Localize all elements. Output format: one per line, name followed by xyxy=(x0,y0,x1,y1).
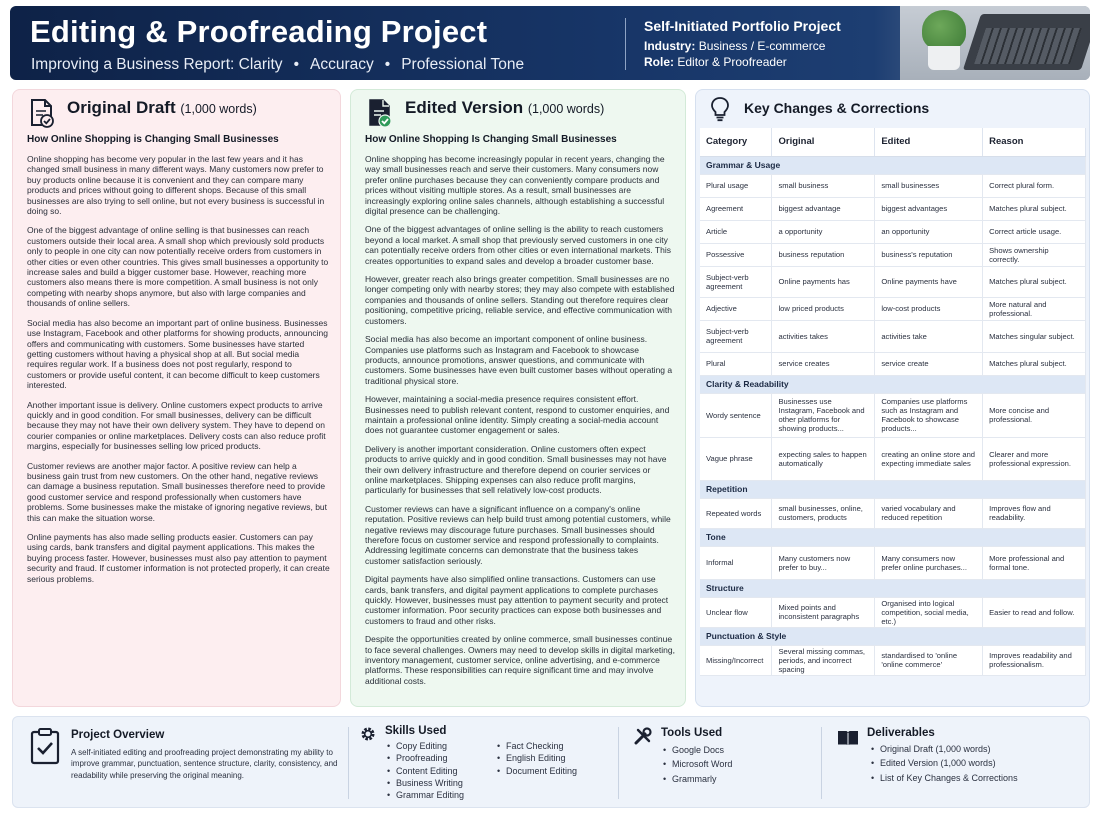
cell-original: expecting sales to happen automatically xyxy=(772,437,875,480)
paragraph: Social media has also become an important component of online business. Companies use platforms such as Instagram and Facebook to showcase products, announce promotions, answer questions, and communicate with customers. Some businesses have even built customer bases without operating a traditional physical store. xyxy=(365,334,673,386)
cell-original: Online payments has xyxy=(772,266,875,297)
cell-category: Plural usage xyxy=(700,174,772,197)
cell-edited: service create xyxy=(875,352,983,375)
table-row xyxy=(700,320,1086,352)
skills-title: Skills Used xyxy=(385,725,447,737)
original-draft-panel xyxy=(12,89,341,707)
table-row xyxy=(700,220,1086,243)
cell-reason: More natural and professional. xyxy=(983,297,1086,320)
list-item: • Edited Version (1,000 words) xyxy=(871,757,1018,769)
key-changes-title: Key Changes & Corrections xyxy=(744,100,930,116)
cell-edited: Many consumers now prefer online purchases... xyxy=(875,546,983,579)
cell-reason: Clearer and more professional expression. xyxy=(983,437,1086,480)
cell-reason: More concise and professional. xyxy=(983,393,1086,437)
cell-category: Article xyxy=(700,220,772,243)
cell-edited: small businesses xyxy=(875,174,983,197)
cell-original: activities takes xyxy=(772,320,875,352)
cell-original: Mixed points and inconsistent paragraphs xyxy=(772,597,875,627)
cell-reason: Matches plural subject. xyxy=(983,197,1086,220)
paragraph: Online payments has also made selling products easier. Customers can pay using cards, bank transfers and digital payment applications. This makes the buying process faster. However, businesses must also pay attention to payment security and fraud. If customer information is not protected properly, it can create serious problems. xyxy=(27,532,330,584)
section-label: Structure xyxy=(700,579,1086,597)
subtitle-item: Accuracy xyxy=(310,56,374,73)
cell-reason: Easier to read and follow. xyxy=(983,597,1086,627)
table-section-row xyxy=(700,156,1086,174)
column-header-original: Original xyxy=(772,128,875,156)
cell-edited: Organised into logical competition, social media, etc.) xyxy=(875,597,983,627)
table-row xyxy=(700,546,1086,579)
table-section-row xyxy=(700,627,1086,645)
cell-category: Plural xyxy=(700,352,772,375)
table-row xyxy=(700,174,1086,197)
original-title: Original Draft (1,000 words) xyxy=(67,98,257,117)
industry-value: Business / E-commerce xyxy=(698,39,826,53)
deliverables-title: Deliverables xyxy=(867,727,935,739)
table-row xyxy=(700,437,1086,480)
cell-edited: an opportunity xyxy=(875,220,983,243)
cell-edited: low-cost products xyxy=(875,297,983,320)
table-row xyxy=(700,498,1086,528)
tools-used xyxy=(631,717,821,809)
cell-reason: Matches singular subject. xyxy=(983,320,1086,352)
laptop-keyboard-image xyxy=(974,28,1082,64)
cell-edited: business's reputation xyxy=(875,243,983,266)
cell-edited: Online payments have xyxy=(875,266,983,297)
list-item: • Content Editing xyxy=(387,765,464,777)
table-row xyxy=(700,197,1086,220)
cell-original: small businesses, online, customers, products xyxy=(772,498,875,528)
section-label: Repetition xyxy=(700,480,1086,498)
tools-title: Tools Used xyxy=(661,727,723,739)
gear-icon xyxy=(359,725,377,743)
cell-original: Businesses use Instagram, Facebook and other platforms for showing products... xyxy=(772,393,875,437)
paragraph: Delivery is another important consideration. Online customers often expect products to arrive quickly and in good condition. Small businesses may not have their own delivery infrastructure and therefore depend on courier services or online marketplaces. Shipping expenses can also reduce profit margins, particularly for businesses that sell relatively low-cost products. xyxy=(365,443,667,496)
list-item: • Microsoft Word xyxy=(663,758,732,770)
pot-image xyxy=(928,46,960,70)
subtitle-lead: Improving a Business Report: xyxy=(31,56,235,73)
list-item: • Proofreading xyxy=(387,752,464,764)
cell-category: Wordy sentence xyxy=(700,393,772,437)
footer-divider xyxy=(348,727,349,799)
footer-divider xyxy=(618,727,619,799)
header-banner xyxy=(10,6,1090,80)
cell-reason: More professional and formal tone. xyxy=(983,546,1086,579)
section-label: Tone xyxy=(700,528,1086,546)
table-section-row xyxy=(700,528,1086,546)
cell-category: Missing/Incorrect xyxy=(700,645,772,675)
cell-original: business reputation xyxy=(772,243,875,266)
paragraph: One of the biggest advantages of online selling is the ability to reach customers beyond a local market. A small shop that previously served customers in one city can potentially receive orders from other cities or even international markets. This creates opportunities to expand sales and develop a broader customer base. xyxy=(365,224,671,266)
original-body xyxy=(27,154,330,593)
list-item: • Grammarly xyxy=(663,773,732,785)
project-type: Self-Initiated Portfolio Project xyxy=(644,18,841,34)
cell-category: Agreement xyxy=(700,197,772,220)
list-item: • Business Writing xyxy=(387,777,464,789)
table-row xyxy=(700,597,1086,627)
paragraph: Online shopping has become very popular in the last few years and it has changed small business in many different ways. Many customers now prefer to buy products online because it is convenient and they can compare many products and prices without going to different shops. Because of this small businesses are also trying to sell online, but not every business is successful in doing so. xyxy=(27,154,325,217)
table-row xyxy=(700,266,1086,297)
column-header-category: Category xyxy=(700,128,772,156)
cell-edited: standardised to 'online 'online commerce' xyxy=(875,645,983,675)
list-item: • List of Key Changes & Corrections xyxy=(871,772,1018,784)
tools-icon xyxy=(633,726,653,746)
paragraph: Social media has also become an important part of online business. Businesses use Instagram, Facebook and other platforms for showing products, announcing offers and communicating with customers. Some businesses have started getting customers without having a physical shop at all. But social media requires regular work. If a business does not post regularly, respond to customers or provide useful content, it can become difficult to keep customers interested. xyxy=(27,317,328,391)
edited-version-panel xyxy=(350,89,686,707)
header-divider xyxy=(625,18,626,70)
cell-original: service creates xyxy=(772,352,875,375)
footer xyxy=(12,716,1090,808)
cell-category: Adjective xyxy=(700,297,772,320)
section-label: Punctuation & Style xyxy=(700,627,1086,645)
paragraph: Another important issue is delivery. Online customers expect products to arrive quickly and in good condition. For small businesses, delivery can be difficult because they may not have their own delivery system. They have to depend on courier companies or online marketplaces. Delivery costs can also reduce profit margins, especially for businesses selling low priced products. xyxy=(27,399,326,452)
list-item: • Google Docs xyxy=(663,744,732,756)
skills-list-1 xyxy=(387,740,464,801)
table-row xyxy=(700,352,1086,375)
cell-reason: Shows ownership correctly. xyxy=(983,243,1086,266)
paragraph: Online shopping has become increasingly popular in recent years, changing the way small businesses reach and serve their customers. Many consumers now prefer online purchases because they can conveniently compare products and prices without visiting multiple stores. As a result, small businesses are increasingly exploring online sales channels, although establishing a successful digital presence can be challenging. xyxy=(365,154,665,217)
cell-edited: Companies use platforms such as Instagram and Facebook to showcase products... xyxy=(875,393,983,437)
section-label: Grammar & Usage xyxy=(700,156,1086,174)
cell-original: Several missing commas, periods, and incorrect spacing xyxy=(772,645,875,675)
list-item: • Grammar Editing xyxy=(387,789,464,801)
table-row xyxy=(700,645,1086,675)
role-label: Role: xyxy=(644,55,674,69)
cell-category: Subject-verb agreement xyxy=(700,320,772,352)
cell-edited: activities take xyxy=(875,320,983,352)
edited-title: Edited Version (1,000 words) xyxy=(405,98,605,117)
skills-used xyxy=(357,717,627,809)
table-section-row xyxy=(700,375,1086,393)
document-edit-icon xyxy=(367,98,393,128)
cell-category: Possessive xyxy=(700,243,772,266)
paragraph: However, greater reach also brings greater competition. Small businesses are no longer competing only with nearby stores; they may also compete with established companies and thousands of online sellers. Standing out therefore requires clear positioning, competitive pricing, reliable service, and effective communication with customers. xyxy=(365,274,675,326)
table-section-row xyxy=(700,480,1086,498)
cell-category: Repeated words xyxy=(700,498,772,528)
cell-reason: Matches plural subject. xyxy=(983,352,1086,375)
tools-list xyxy=(663,744,732,785)
book-icon xyxy=(837,729,859,747)
cell-edited: biggest advantages xyxy=(875,197,983,220)
industry-label: Industry: xyxy=(644,39,696,53)
edited-subhead: How Online Shopping Is Changing Small Businesses xyxy=(365,134,617,145)
paragraph: Customer reviews can have a significant influence on a company's online reputation. Positive reviews can help build trust among potential customers, while negative reviews may discourage future purchases. Small businesses should therefore focus on customer service and respond professionally to complaints. Addressing legitimate concerns can demonstrate that the business takes customer satisfaction seriously. xyxy=(365,503,671,566)
cell-original: small business xyxy=(772,174,875,197)
paragraph: However, maintaining a social-media presence requires consistent effort. Businesses need to publish relevant content, respond to customer enquiries, and maintain a professional online identity. Simply creating a social-media account does not guarantee customer engagement or sales. xyxy=(365,394,670,436)
cell-category: Informal xyxy=(700,546,772,579)
paragraph: Customer reviews are another major factor. A positive review can help a business gain trust from new customers. On the other hand, negative reviews can damage a business reputation. Small businesses therefore need to provide good customer service and respond professionally when customers have problems. Some businesses make the mistake of ignoring negative reviews, but this can make the situation worse. xyxy=(27,460,328,523)
deliverables-list xyxy=(871,743,1018,784)
table-row xyxy=(700,243,1086,266)
footer-divider xyxy=(821,727,822,799)
project-meta xyxy=(644,18,841,70)
changes-table xyxy=(700,128,1086,676)
cell-reason: Improves readability and professionalism. xyxy=(983,645,1086,675)
list-item: • Original Draft (1,000 words) xyxy=(871,743,1018,755)
column-header-reason: Reason xyxy=(983,128,1086,156)
cell-category: Subject-verb agreement xyxy=(700,266,772,297)
cell-reason: Correct article usage. xyxy=(983,220,1086,243)
plant-image xyxy=(922,10,966,50)
page-title: Editing & Proofreading Project xyxy=(30,14,488,49)
paragraph: Despite the opportunities created by online commerce, small businesses continue to face several challenges. Owners may need to develop skills in digital marketing, inventory management, customer service, online advertising, and e-commerce platforms. These responsibilities can require significant time and may involve additional costs. xyxy=(365,634,675,686)
cell-original: biggest advantage xyxy=(772,197,875,220)
list-item: • English Editing xyxy=(497,752,577,764)
skills-list-2 xyxy=(497,740,577,777)
table-row xyxy=(700,297,1086,320)
lightbulb-icon xyxy=(710,96,730,122)
table-header-row xyxy=(700,128,1086,156)
document-check-icon xyxy=(29,98,55,128)
original-subhead: How Online Shopping is Changing Small Businesses xyxy=(27,134,279,145)
project-overview xyxy=(27,717,357,809)
section-label: Clarity & Readability xyxy=(700,375,1086,393)
overview-title: Project Overview xyxy=(71,729,165,741)
table-row xyxy=(700,393,1086,437)
cell-original: a opportunity xyxy=(772,220,875,243)
subtitle-item: Clarity xyxy=(238,56,283,73)
cell-original: low priced products xyxy=(772,297,875,320)
desk-photo xyxy=(900,6,1090,80)
list-item: • Document Editing xyxy=(497,765,577,777)
paragraph: Digital payments have also simplified online transactions. Customers can use cards, bank transfers, and digital payment applications to complete purchases quickly. However, businesses must pay attention to payment security and protect customer information. Poor security practices can expose both businesses and customers to fraud and other risks. xyxy=(365,574,669,626)
cell-original: Many customers now prefer to buy... xyxy=(772,546,875,579)
subtitle-item: Professional Tone xyxy=(401,56,525,73)
key-changes-panel xyxy=(695,89,1090,707)
cell-category: Vague phrase xyxy=(700,437,772,480)
overview-text: A self-initiated editing and proofreading project demonstrating my ability to improve grammar, punctuation, sentence structure, clarity, consistency, and readability while preserving the original meaning. xyxy=(71,748,338,780)
deliverables xyxy=(835,717,1085,809)
role-value: Editor & Proofreader xyxy=(677,55,787,69)
cell-edited: creating an online store and expecting immediate sales xyxy=(875,437,983,480)
clipboard-check-icon xyxy=(29,727,61,765)
table-section-row xyxy=(700,579,1086,597)
page-subtitle: Improving a Business Report: Clarity • Accuracy • Professional Tone xyxy=(31,56,525,73)
edited-body xyxy=(365,154,675,694)
column-header-edited: Edited xyxy=(875,128,983,156)
cell-edited: varied vocabulary and reduced repetition xyxy=(875,498,983,528)
cell-category: Unclear flow xyxy=(700,597,772,627)
list-item: • Fact Checking xyxy=(497,740,577,752)
paragraph: One of the biggest advantage of online selling is that businesses can reach customers outside their local area. A small shop which previously sold products only to people in one city can now potentially receive orders from customers in other cities or even other countries. This gives small businesses a opportunity to increase sales and build a bigger customer base. However, reaching more customers also means there is more competition. A small business is not only competing with nearby shops anymore, but also with large companies and thousands of online sellers. xyxy=(27,225,329,309)
cell-reason: Improves flow and readability. xyxy=(983,498,1086,528)
cell-reason: Matches plural subject. xyxy=(983,266,1086,297)
cell-reason: Correct plural form. xyxy=(983,174,1086,197)
list-item: • Copy Editing xyxy=(387,740,464,752)
